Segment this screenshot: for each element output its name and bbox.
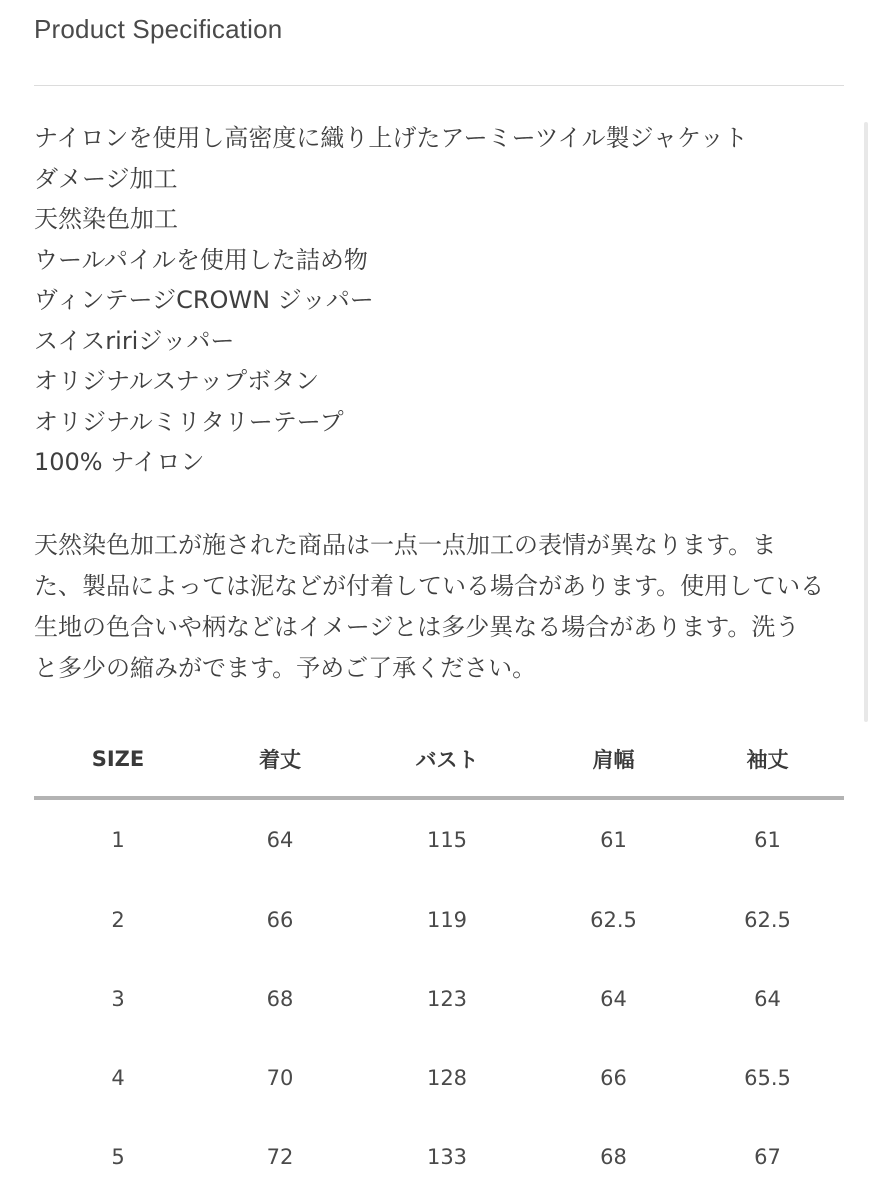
cell-size: 5 xyxy=(111,1144,125,1169)
care-notice-line: 天然染色加工が施された商品は一点一点加工の表情が異なります。ま xyxy=(34,531,777,559)
cell-size: 2 xyxy=(111,907,125,932)
header-length: 着丈 xyxy=(202,722,358,798)
cell-sleeve: 65.5 xyxy=(744,1065,791,1090)
feature-item: 天然染色加工 xyxy=(34,205,178,233)
cell-shoulder: 62.5 xyxy=(590,907,637,932)
care-notice-line: と多少の縮みがでます。予めご了承ください。 xyxy=(34,654,537,682)
feature-item: ウールパイルを使用した詰め物 xyxy=(34,245,368,274)
cell-bust: 133 xyxy=(426,1144,468,1169)
table-row xyxy=(34,880,844,959)
care-notice xyxy=(34,525,844,689)
cell-bust: 119 xyxy=(426,907,468,932)
cell-sleeve: 67 xyxy=(754,1144,781,1169)
cell-length: 68 xyxy=(266,986,294,1011)
feature-item: ヴィンテージCROWN ジッパー xyxy=(34,286,374,314)
cell-length: 70 xyxy=(266,1065,294,1090)
feature-item: ダメージ加工 xyxy=(34,164,178,193)
cell-length: 72 xyxy=(266,1144,294,1169)
cell-bust: 115 xyxy=(426,828,468,852)
feature-item: オリジナルスナップボタン xyxy=(34,367,320,395)
cell-sleeve: 61 xyxy=(754,828,781,852)
header-sleeve: 袖丈 xyxy=(691,722,844,798)
cell-bust: 128 xyxy=(426,1065,468,1090)
table-row xyxy=(34,959,844,1038)
care-notice-line: た、製品によっては泥などが付着している場合があります。使用している xyxy=(34,572,825,600)
cell-shoulder: 64 xyxy=(600,986,627,1011)
cell-size: 1 xyxy=(111,828,125,852)
feature-item: 100% ナイロン xyxy=(34,448,205,476)
cell-size: 4 xyxy=(111,1065,125,1090)
cell-sleeve: 62.5 xyxy=(744,907,791,932)
table-row xyxy=(34,1038,844,1117)
size-table xyxy=(34,722,844,1196)
header-shoulder: 肩幅 xyxy=(536,722,691,798)
table-row xyxy=(34,798,844,880)
header-bust: バスト xyxy=(358,722,536,798)
cell-bust: 123 xyxy=(426,986,468,1011)
cell-shoulder: 66 xyxy=(600,1065,627,1090)
size-table-header-row xyxy=(34,722,844,798)
scrollbar[interactable] xyxy=(864,122,868,722)
table-row xyxy=(34,1117,844,1196)
feature-item: スイスririジッパー xyxy=(34,326,235,355)
feature-item: オリジナルミリタリーテープ xyxy=(34,407,344,436)
cell-sleeve: 64 xyxy=(754,986,781,1011)
cell-shoulder: 68 xyxy=(600,1144,627,1169)
cell-length: 66 xyxy=(266,907,294,932)
care-notice-line: 生地の色合いや柄などはイメージとは多少異なる場合があります。洗う xyxy=(34,613,800,641)
title-divider xyxy=(34,85,844,86)
cell-length: 64 xyxy=(266,828,294,852)
cell-shoulder: 61 xyxy=(600,828,627,852)
header-size: SIZE xyxy=(34,722,202,798)
page-title: Product Specification xyxy=(34,14,283,44)
feature-item: ナイロンを使用し高密度に織り上げたアーミーツイル製ジャケット xyxy=(34,124,748,152)
cell-size: 3 xyxy=(111,986,125,1011)
feature-list xyxy=(34,118,748,483)
